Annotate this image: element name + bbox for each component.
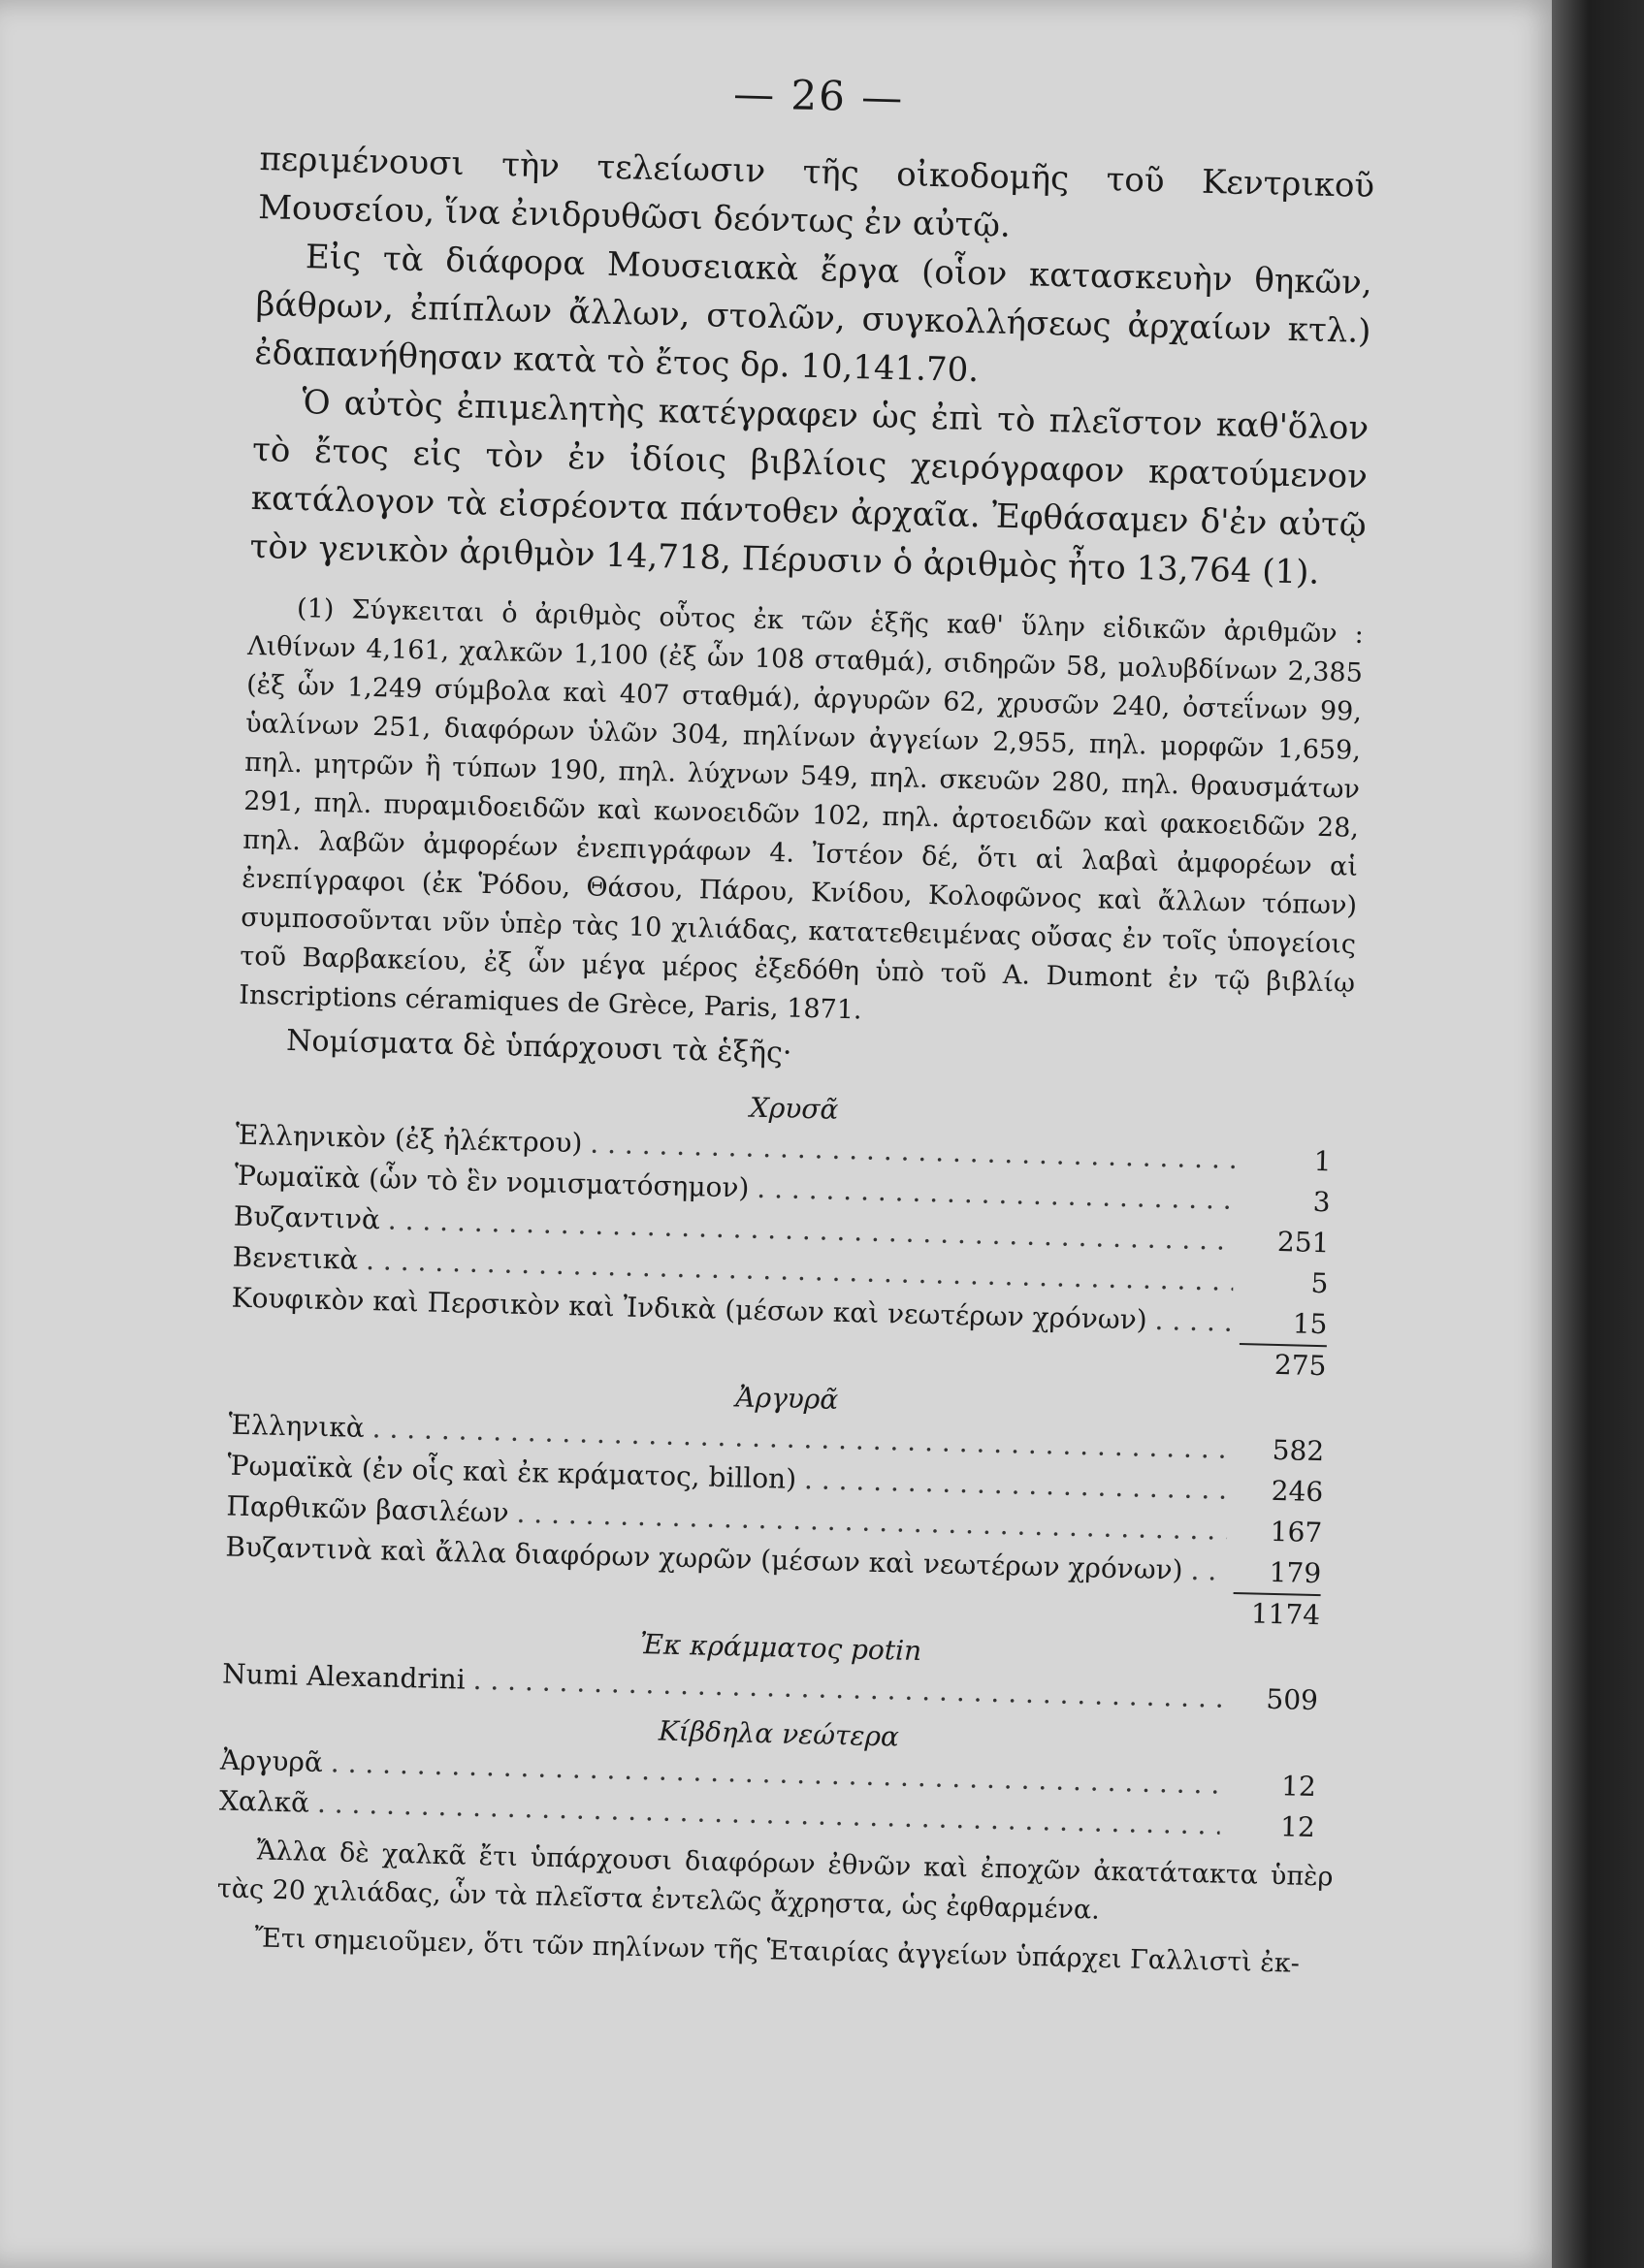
coins-intro: Νομίσματα δὲ ὑπάρχουσι τὰ ἑξῆς· xyxy=(285,1023,792,1070)
silver-total: 1174 xyxy=(1250,1597,1321,1632)
row-label: Ῥωμαϊκὰ (ἐν οἷς καὶ ἐκ κράματος, billon) xyxy=(227,1449,797,1495)
row-value: 12 xyxy=(1280,1770,1317,1804)
page-edge-shadow xyxy=(1552,0,1644,2268)
row-label: Κουφικὸν καὶ Περσικὸν καὶ Ἰνδικὰ (μέσων καὶ νεωτέρων χρόνων) xyxy=(231,1281,1148,1336)
row-value: 15 xyxy=(1240,1302,1328,1347)
row-value: 582 xyxy=(1272,1433,1325,1468)
row-value: 5 xyxy=(1310,1266,1329,1300)
row-label: Χαλκᾶ xyxy=(218,1784,310,1819)
page-content xyxy=(215,58,1377,1985)
row-label: Ἑλληνικὸν (ἐξ ἠλέκτρου) xyxy=(235,1118,583,1160)
row-label: Ἑλληνικὰ xyxy=(228,1408,366,1445)
closing-paragraph-vases: Ἔτι σημειοῦμεν, ὅτι τῶν πηλίνων τῆς Ἑταιρίας ἀγγείων ὑπάρχει Γαλλιστὶ ἐκ- xyxy=(254,1923,1301,1979)
row-value: 1 xyxy=(1313,1144,1332,1178)
footnote: (1) Σύγκειται ὁ ἀριθμὸς οὗτος ἐκ τῶν ἑξῆς καθ' ὕλην εἰδικῶν ἀριθμῶν : Λιθίνων 4,161, χαλκῶν 1,100 (ἐξ ὧν 108 σταθμά), σιδηρῶν 58, μολυβδίνων 2,385 (ἐξ ὧν 1,249 σύμβολα καὶ 407 σταθμά), ἀργυρῶν 62, χρυσῶν 240, ὀστεΐνων 99, ὑαλίνων 251, διαφόρων ὑλῶν 304, πηλίνων ἀγγείων 2,955, πηλ. μορφῶν 1,659, πηλ. μητρῶν ἢ τύπων 190, πηλ. λύχνων 549, πηλ. σκευῶν 280, πηλ. θραυσμάτων 291, πηλ. πυραμιδοειδῶν καὶ κωνοειδῶν 102, πηλ. ἀρτοειδῶν καὶ φακοειδῶν 28, πηλ. λαβῶν ἀμφορέων ἐνεπιγράφων 4. Ἰστέον δέ, ὅτι αἱ λαβαὶ ἀμφορέων αἱ ἐνεπίγραφοι (ἐκ Ῥόδου, Θάσου, Πάρου, Κνίδου, Κολοφῶνος καὶ ἄλλων τόπων) συμποσοῦνται νῦν ὑπὲρ τὰς 10 χιλιάδας, κατατεθειμένας οὔσας ἐν τοῖς ὑπογείοις τοῦ Βαρβακείου, ἐξ ὧν μέγα μέρος ἐξεδόθη ὑπὸ τοῦ A. Dumont ἐν τῷ βιβλίῳ Inscriptions céramiques de Grèce, Paris, 1871. xyxy=(239,593,1365,1026)
row-value: 509 xyxy=(1266,1682,1319,1717)
row-label: Βυζαντινὰ καὶ ἄλλα διαφόρων χωρῶν (μέσων καὶ νεωτέρων χρόνων) xyxy=(225,1530,1183,1586)
forged-heading: Κίβδηλα νεώτερα xyxy=(658,1714,900,1753)
gold-total: 275 xyxy=(1273,1348,1327,1383)
row-value: 179 xyxy=(1234,1551,1322,1596)
row-label: Ῥωμαϊκὰ (ὧν τὸ ἓν νομισματόσημον) xyxy=(234,1159,750,1204)
gold-heading: Χρυσᾶ xyxy=(749,1091,839,1126)
leader-dots xyxy=(1190,1550,1227,1592)
row-label: Βυζαντινὰ xyxy=(233,1199,381,1236)
row-value: 167 xyxy=(1270,1515,1323,1549)
page-number: — 26 — xyxy=(732,69,905,122)
potin-heading: Ἐκ κράμματος potin xyxy=(639,1628,922,1668)
row-label: Παρθικῶν βασιλέων xyxy=(226,1489,509,1529)
paragraph-catalogue: Ὁ αὐτὸς ἐπιμελητὴς κατέγραφεν ὡς ἐπὶ τὸ πλεῖστον καθ'ὅλον τὸ ἔτος εἰς τὸν ἐν ἰδίοις βιβλίοις χειρόγραφον κρατούμενον κατάλογον τὰ εἰσρέοντα πάντοθεν ἀρχαῖα. Ἐφθάσαμεν δ'ἐν αὐτῷ τὸν γενικὸν ἀριθμὸν 14,718, Πέρυσιν ὁ ἀριθμὸς ἦτο 13,764 (1). xyxy=(249,383,1370,592)
row-value: 246 xyxy=(1271,1474,1324,1509)
row-label: Βενετικὰ xyxy=(232,1240,359,1276)
leader-dots xyxy=(1154,1300,1233,1343)
silver-heading: Ἀργυρᾶ xyxy=(735,1381,839,1416)
row-label: Ἀργυρᾶ xyxy=(219,1743,324,1779)
row-value: 3 xyxy=(1312,1185,1331,1219)
closing-paragraph-bronze: Ἄλλα δὲ χαλκᾶ ἔτι ὑπάρχουσι διαφόρων ἐθνῶν καὶ ἐποχῶν ἀκατάτακτα ὑπὲρ τὰς 20 χιλιάδας, ὧν τὰ πλεῖστα ἐντελῶς ἄχρηστα, ὡς ἐφθαρμένα. xyxy=(216,1836,1334,1926)
row-label: Numi Alexandrini xyxy=(221,1657,467,1696)
gold-table xyxy=(230,1115,1332,1387)
row-value: 251 xyxy=(1276,1225,1330,1260)
paragraph-continuation: περιμένουσι τὴν τελείωσιν τῆς οἰκοδομῆς τοῦ Κεντρικοῦ Μουσείου, ἵνα ἐνιδρυθῶσι δεόντως ἐν αὐτῷ. xyxy=(257,139,1375,245)
silver-table xyxy=(224,1405,1325,1636)
paragraph-expenses: Εἰς τὰ διάφορα Μουσειακὰ ἔργα (οἷον κατασκευὴν θηκῶν, βάθρων, ἐπίπλων ἄλλων, στολῶν, συγκολλήσεως ἀρχαίων κτλ.) ἐδαπανήθησαν κατὰ τὸ ἔτος δρ. 10,141.70. xyxy=(254,238,1373,391)
row-value: 12 xyxy=(1279,1810,1316,1844)
